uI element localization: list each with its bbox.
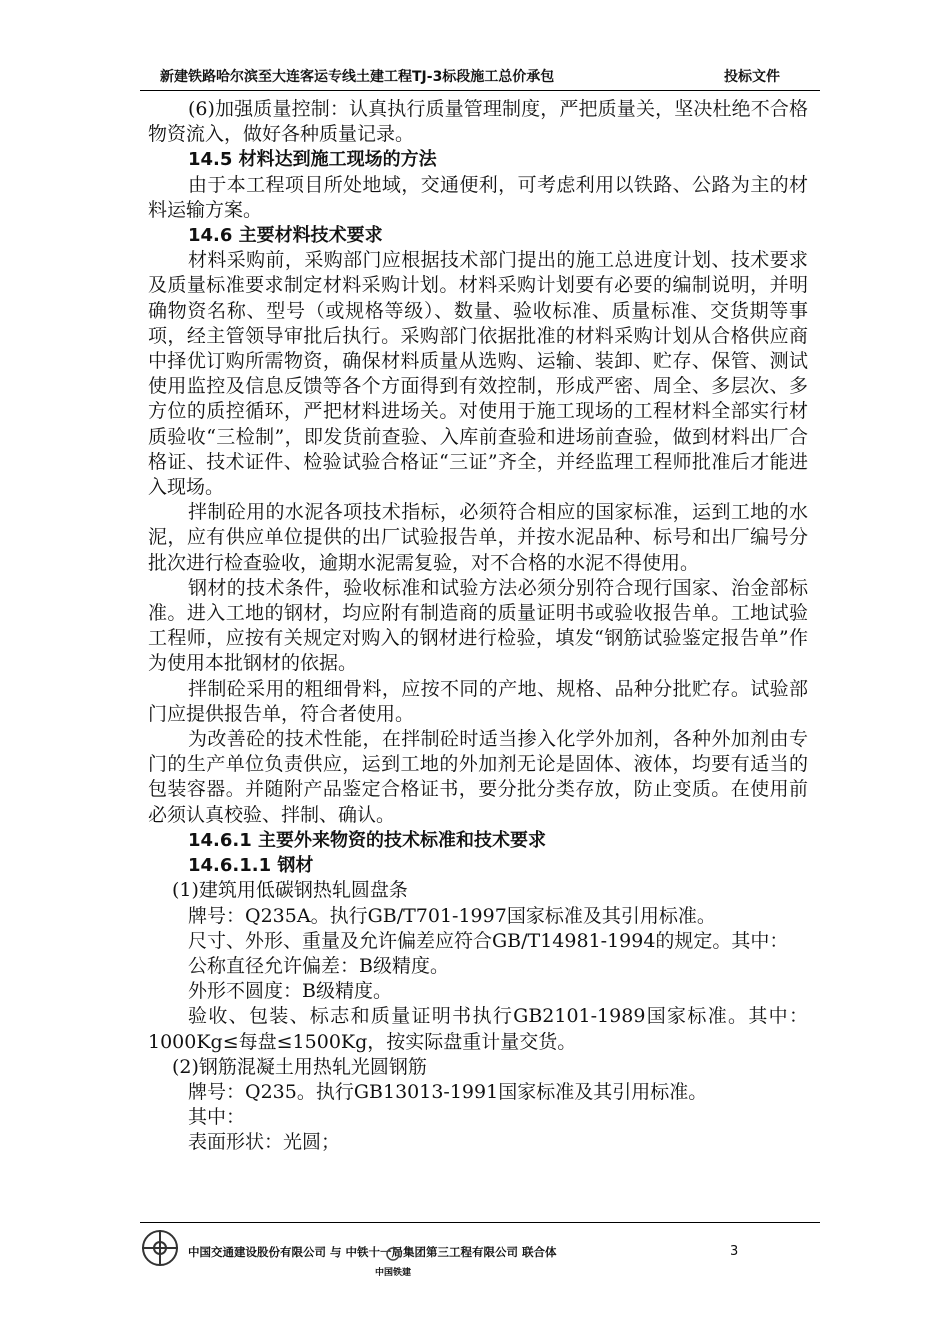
footer-company-text: 中国交通建设股份有限公司 与 中铁十一局集团第三工程有限公司 联合体 [188,1245,557,1259]
page-footer [140,1180,820,1278]
section-heading: 14.6 主要材料技术要求 [188,225,383,247]
paragraph: 钢材的技术条件，验收标准和试验方法必须分别符合现行国家、治金部标准。进入工地的钢材，均应附有制造商的质量证明书或验收报告单。工地试验工程师，应按有关规定对购入的钢材进行检验，填发“钢筋试验鉴定报告单”作为使用本批钢材的依据。 [148,576,808,675]
page-number: 3 [730,1244,739,1259]
crcc-logo [368,1246,418,1278]
footer-rule [140,1222,820,1223]
paragraph: 为改善砼的技术性能，在拌制砼时适当掺入化学外加剂，各种外加剂由专门的生产单位负责供应，运到工地的外加剂无论是固体、液体，均要有适当的包装容器。并随附产品鉴定合格证书，要分批分类存放，防止变质。在使用前必须认真校验、拌制、确认。 [148,728,808,826]
paragraph: 牌号：Q235。执行GB13013-1991国家标准及其引用标准。 [188,1080,708,1103]
section-heading: 14.6.1 主要外来物资的技术标准和技术要求 [188,829,547,851]
paragraph: 材料采购前，采购部门应根据技术部门提出的施工总进度计划、技术要求及质量标准要求制定材料采购计划。材料采购计划要有必要的编制说明，并明确物资名称、型号（或规格等级）、数量、验收标准、质量标准、交货期等事项，经主管领导审批后执行。采购部门依据批准的材料采购计划从合格供应商中择优订购所需物资，确保材料质量从选购、运输、装卸、贮存、保管、测试使用监控及信息反馈等各个方面得到有效控制，形成严密、周全、多层次、多方位的质控循环，严把材料进场关。对使用于施工现场的工程材料全部实行材质验收“三检制”，即发货前查验、入库前查验和进场前查验，做到材料出厂合格证、技术证件、检验试验合格证“三证”齐全，并经监理工程师批准后才能进入现场。 [148,249,808,499]
header-rule [140,90,820,91]
page-header [140,66,820,88]
section-heading: 14.5 材料达到施工现场的方法 [188,149,437,171]
header-title: 新建铁路哈尔滨至大连客运专线土建工程TJ-3标段施工总价承包 [160,69,555,85]
crcc-logo-text: 中国铁建 [374,1268,411,1278]
section-heading: 14.6.1.1 钢材 [188,855,314,877]
crcc-logo-icon [385,1247,401,1261]
paragraph: 外形不圆度：B级精度。 [188,980,392,1003]
paragraph: 牌号：Q235A。执行GB/T701-1997国家标准及其引用标准。 [188,904,716,927]
paragraph: 拌制砼用的水泥各项技术指标，必须符合相应的国家标准，运到工地的水泥，应有供应单位提供的出厂试验报告单，并按水泥品种、标号和出厂编号分批次进行检查验收，逾期水泥需复验，对不合格的水泥不得使用。 [148,501,808,574]
paragraph: (1)建筑用低碳钢热轧圆盘条 [172,879,408,902]
paragraph: 其中： [188,1106,246,1129]
paragraph: 由于本工程项目所处地域，交通便利，可考虑利用以铁路、公路为主的材料运输方案。 [148,173,808,221]
company-logo-icon [140,1228,180,1268]
paragraph: 尺寸、外形、重量及允许偏差应符合GB/T14981-1994的规定。其中： [188,929,789,952]
paragraph: (6)加强质量控制：认真执行质量管理制度，严把质量关，坚决杜绝不合格物资流入，做好各种质量记录。 [148,98,808,146]
paragraph: 公称直径允许偏差：B级精度。 [188,954,449,977]
header-doc-type: 投标文件 [724,69,780,85]
paragraph: 验收、包装、标志和质量证明书执行GB2101-1989国家标准。其中：1000Kg≤每盘≤1500Kg，按实际盘重计量交货。 [148,1005,808,1053]
document-body [148,97,808,1156]
paragraph: 表面形状：光圆； [188,1131,341,1154]
paragraph: (2)钢筋混凝土用热轧光圆钢筋 [172,1055,427,1078]
paragraph: 拌制砼采用的粗细骨料，应按不同的产地、规格、品种分批贮存。试验部门应提供报告单，符合者使用。 [148,677,808,725]
